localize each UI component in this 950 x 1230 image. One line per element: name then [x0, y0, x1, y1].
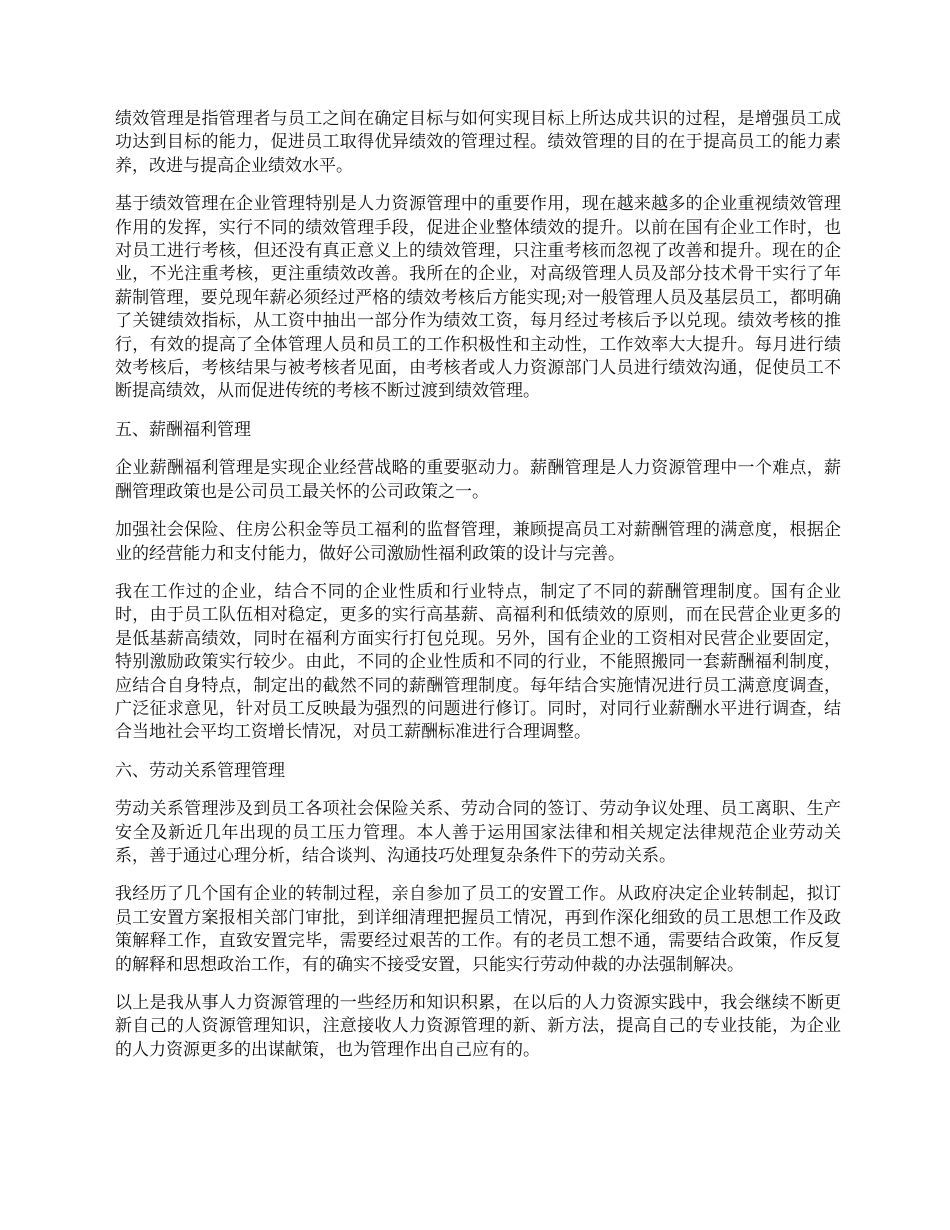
paragraph-performance-practice: 基于绩效管理在企业管理特别是人力资源管理中的重要作用，现在越来越多的企业重视绩效管理作用的发挥，实行不同的绩效管理手段，促进企业整体绩效的提升。以前在国有企业工作时，也对员工进行考核，但还没有真正意义上的绩效管理，只注重考核而忽视了改善和提升。现在的企业，不光注重考核，更注重绩效改善。我所在的企业，对高级管理人员及部分技术骨干实行了年薪制管理，要兑现年薪必须经过严格的绩效考核后方能实现;对一般管理人员及基层员工，都明确了关键绩效指标，从工资中抽出一部分作为绩效工资，每月经过考核后予以兑现。绩效考核的推行，有效的提高了全体管理人员和员工的工作积极性和主动性，工作效率大大提升。每月进行绩效考核后，考核结果与被考核者见面，由考核者或人力资源部门人员进行绩效沟通，促使员工不断提高绩效，从而促进传统的考核不断过渡到绩效管理。 — [115, 194, 841, 402]
paragraph-compensation-intro: 企业薪酬福利管理是实现企业经营战略的重要驱动力。薪酬管理是人力资源管理中一个难点，薪酬管理政策也是公司员工最关怀的公司政策之一。 — [115, 458, 841, 502]
section-heading-compensation: 五、薪酬福利管理 — [115, 419, 251, 440]
paragraph-compensation-practice: 我在工作过的企业，结合不同的企业性质和行业特点，制定了不同的薪酬管理制度。国有企业时，由于员工队伍相对稳定，更多的实行高基薪、高福利和低绩效的原则，而在民营企业更多的是低基薪高绩效，同时在福利方面实行打包兑现。另外，国有企业的工资相对民营企业要固定，特别激励政策实行较少。由此，不同的企业性质和不同的行业，不能照搬同一套薪酬福利制度，应结合自身特点，制定出的截然不同的薪酬管理制度。每年结合实施情况进行员工满意度调查，广泛征求意见，针对员工反映最为强烈的问题进行修订。同时，对同行业薪酬水平进行调查，结合当地社会平均工资增长情况，对员工薪酬标准进行合理调整。 — [115, 581, 841, 743]
paragraph-labor-relations-scope: 劳动关系管理涉及到员工各项社会保险关系、劳动合同的签订、劳动争议处理、员工离职、生产安全及新近几年出现的员工压力管理。本人善于运用国家法律和相关规定法律规范企业劳动关系，善于通过心理分析，结合谈判、沟通技巧处理复杂条件下的劳动关系。 — [115, 799, 841, 866]
paragraph-conclusion: 以上是我从事人力资源管理的一些经历和知识积累，在以后的人力资源实践中，我会继续不断更新自己的人资源管理知识，注意接收人力资源管理的新、新方法，提高自己的专业技能，为企业的人力资源更多的出谋献策，也为管理作出自己应有的。 — [115, 993, 841, 1060]
paragraph-restructuring-experience: 我经历了几个国有企业的转制过程，亲自参加了员工的安置工作。从政府决定企业转制起，拟订员工安置方案报相关部门审批，到详细清理把握员工情况，再到作深化细致的员工思想工作及政策解释工作，直致安置完毕，需要经过艰苦的工作。有的老员工想不通，需要结合政策，作反复的解释和思想政治工作，有的确实不接受安置，只能实行劳动仲裁的办法强制解决。 — [115, 884, 841, 975]
section-heading-labor-relations: 六、劳动关系管理管理 — [115, 760, 285, 781]
document-page — [115, 108, 841, 1077]
paragraph-performance-definition: 绩效管理是指管理者与员工之间在确定目标与如何实现目标上所达成共识的过程，是增强员工成功达到目标的能力，促进员工取得优异绩效的管理过程。绩效管理的目的在于提高员工的能力素养，改进与提高企业绩效水平。 — [115, 109, 841, 176]
paragraph-welfare-supervision: 加强社会保险、住房公积金等员工福利的监督管理，兼顾提高员工对薪酬管理的满意度，根据企业的经营能力和支付能力，做好公司激励性福利政策的设计与完善。 — [115, 520, 841, 564]
